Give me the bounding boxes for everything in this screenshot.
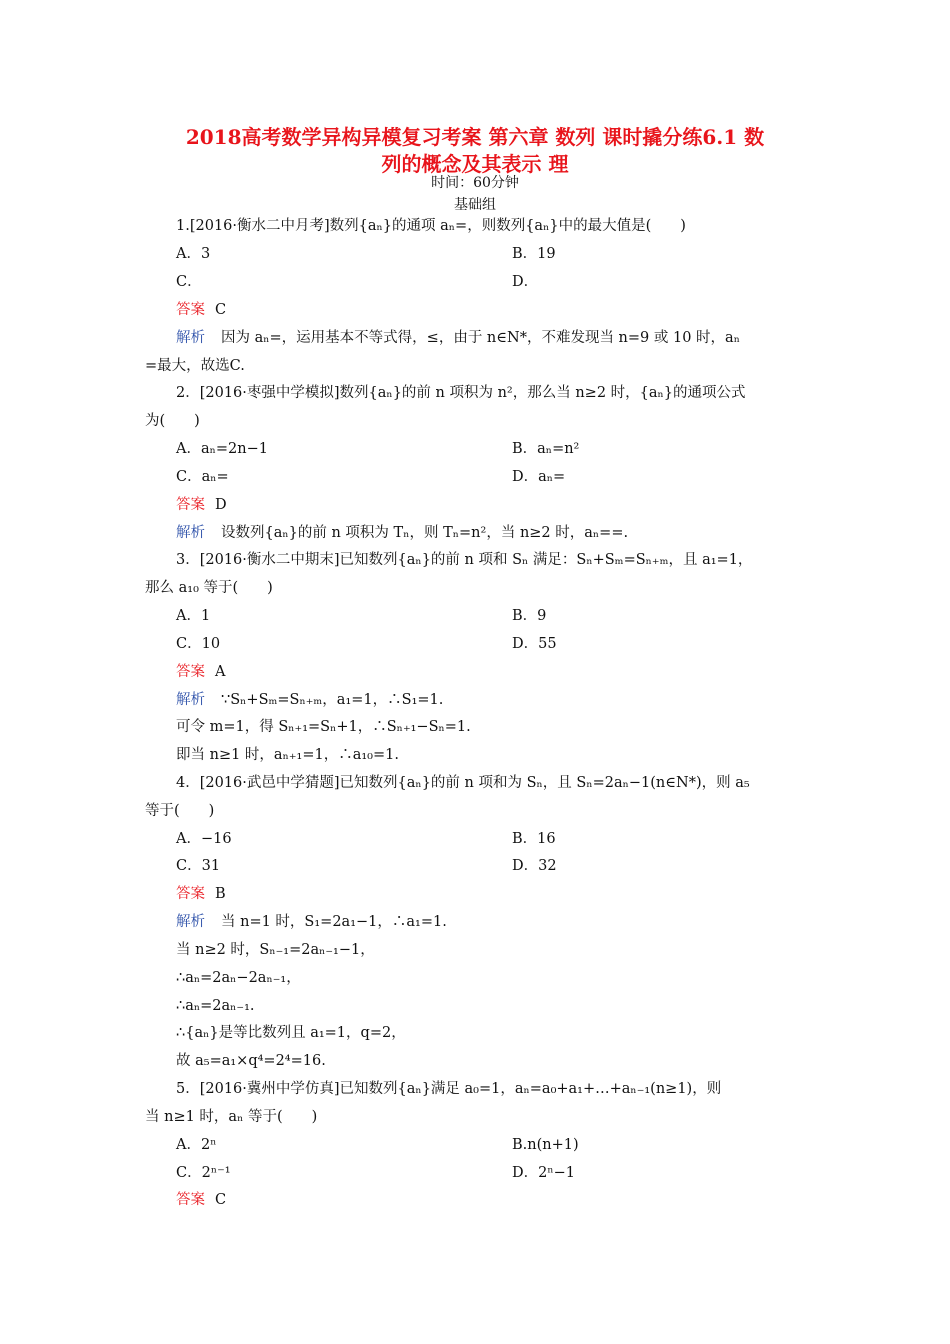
q1-option-b: B．19 xyxy=(512,246,556,262)
q1-answer: 答案 C xyxy=(176,302,227,318)
question-3: 3．[2016·衡水二中期末]已知数列{aₙ}的前 n 项和 Sₙ 满足：Sₙ+Sₘ=Sₙ₊ₘ，且 a₁=1， xyxy=(176,552,753,568)
q5-option-b: B.n(n+1) xyxy=(512,1137,579,1153)
q4-analysis-5: ∴{aₙ}是等比数列且 a₁=1，q=2， xyxy=(176,1025,406,1041)
question-5-cont: 当 n≥1 时，aₙ 等于( ) xyxy=(145,1109,318,1125)
q3-option-d: D．55 xyxy=(512,636,557,652)
answer-label: 答案 xyxy=(176,302,205,318)
q5-option-a: A．2ⁿ xyxy=(176,1137,217,1153)
q2-analysis: 解析 设数列{aₙ}的前 n 项积为 Tₙ，则 Tₙ=n²，当 n≥2 时，aₙ==. xyxy=(176,525,629,541)
q5-option-d: D．2ⁿ−1 xyxy=(512,1165,575,1181)
question-2: 2．[2016·枣强中学模拟]数列{aₙ}的前 n 项积为 n²，那么当 n≥2 时，{aₙ}的通项公式 xyxy=(176,385,746,401)
q5-answer: 答案 C xyxy=(176,1192,227,1208)
question-1: 1.[2016·衡水二中月考]数列{aₙ}的通项 aₙ=，则数列{aₙ}中的最大值是( ) xyxy=(176,218,686,234)
analysis-label: 解析 xyxy=(176,330,205,346)
q1-option-c: C． xyxy=(176,274,202,290)
q2-option-d: D．aₙ= xyxy=(512,469,566,485)
q3-option-c: C．10 xyxy=(176,636,221,652)
q1-analysis: 解析 因为 aₙ=，运用基本不等式得，≤，由于 n∈N*，不难发现当 n=9 或 10 时，aₙ xyxy=(176,330,740,346)
question-5: 5．[2016·冀州中学仿真]已知数列{aₙ}满足 a₀=1，aₙ=a₀+a₁+…+aₙ₋₁(n≥1)，则 xyxy=(176,1081,722,1097)
time-limit: 时间：60分钟 xyxy=(431,175,519,191)
group-heading: 基础组 xyxy=(454,197,496,213)
q1-option-a: A．3 xyxy=(176,246,211,262)
q4-option-b: B．16 xyxy=(512,831,556,847)
q3-answer: 答案 A xyxy=(176,664,226,680)
q4-answer: 答案 B xyxy=(176,886,226,902)
question-2-cont: 为( ) xyxy=(145,413,200,429)
q3-analysis: 解析 ∵Sₙ+Sₘ=Sₙ₊ₘ，a₁=1，∴S₁=1. xyxy=(176,692,444,708)
q4-analysis-4: ∴aₙ=2aₙ₋₁. xyxy=(176,998,255,1014)
q2-option-a: A．aₙ=2n−1 xyxy=(176,441,268,457)
q2-option-c: C．aₙ= xyxy=(176,469,229,485)
q1-analysis-cont: =最大，故选C. xyxy=(145,358,245,374)
q3-analysis-3: 即当 n≥1 时，aₙ₊₁=1，∴a₁₀=1. xyxy=(176,747,399,763)
question-4: 4．[2016·武邑中学猜题]已知数列{aₙ}的前 n 项和为 Sₙ，且 Sₙ=2aₙ−1(n∈N*)，则 a₅ xyxy=(176,775,750,791)
q3-option-b: B．9 xyxy=(512,608,547,624)
document-title xyxy=(120,124,830,178)
q2-option-b: B．aₙ=n² xyxy=(512,441,580,457)
q4-option-c: C．31 xyxy=(176,858,221,874)
q2-answer: 答案 D xyxy=(176,497,227,513)
q4-analysis: 解析 当 n=1 时，S₁=2a₁−1，∴a₁=1. xyxy=(176,914,447,930)
q1-option-d: D． xyxy=(512,274,539,290)
q4-option-a: A．−16 xyxy=(176,831,232,847)
q4-analysis-3: ∴aₙ=2aₙ−2aₙ₋₁， xyxy=(176,970,301,986)
q5-option-c: C．2ⁿ⁻¹ xyxy=(176,1165,231,1181)
q4-analysis-2: 当 n≥2 时，Sₙ₋₁=2aₙ₋₁−1， xyxy=(176,942,375,958)
title-line-1: 2018高考数学异构异模复习考案 第六章 数列 课时撬分练6.1 数 xyxy=(185,125,765,149)
q4-option-d: D．32 xyxy=(512,858,557,874)
title-line-2: 列的概念及其表示 理 xyxy=(381,152,569,176)
question-3-cont: 那么 a₁₀ 等于( ) xyxy=(145,580,273,596)
q3-option-a: A．1 xyxy=(176,608,211,624)
q3-analysis-2: 可令 m=1，得 Sₙ₊₁=Sₙ+1，∴Sₙ₊₁−Sₙ=1. xyxy=(176,719,471,735)
question-4-cont: 等于( ) xyxy=(145,803,215,819)
q4-analysis-6: 故 a₅=a₁×q⁴=2⁴=16. xyxy=(176,1053,326,1069)
